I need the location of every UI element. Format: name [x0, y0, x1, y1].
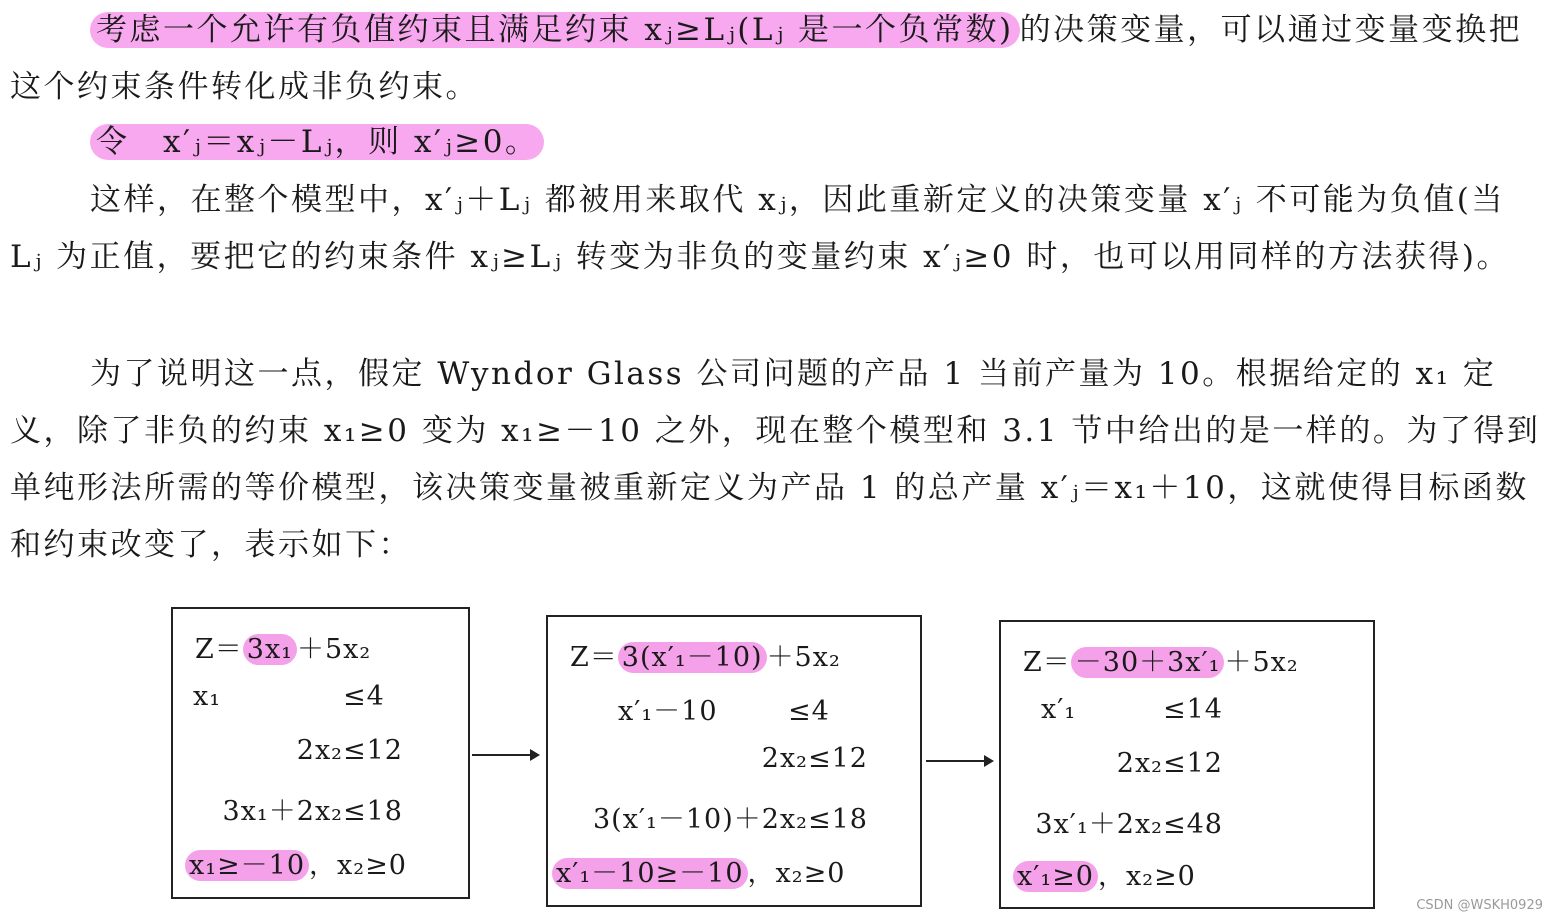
constraint-lhs: x₁	[193, 681, 222, 712]
nonneg-highlight: x′₁≥0	[1013, 861, 1098, 892]
paragraph-text: 的决策变量，可以通过变量变换把这个约束条件转化成非负约束。	[10, 12, 1523, 105]
constraint-rhs: ≤12	[343, 735, 403, 766]
objective-rest: ＋5x₂	[766, 642, 841, 673]
arrow-right-icon	[472, 754, 538, 756]
nonneg-highlight: x′₁－10≥－10	[552, 858, 748, 889]
constraint-lhs: 3x₁＋2x₂	[222, 796, 343, 827]
nonneg-rest: ，x₂≥0	[1097, 861, 1196, 892]
highlighted-text: 令 x′ⱼ＝xⱼ－Lⱼ，则 x′ⱼ≥0。	[90, 124, 544, 160]
paragraph-1	[10, 2, 1545, 116]
constraint-row	[193, 681, 385, 712]
constraint-lhs: x′₁－10	[618, 696, 718, 727]
constraint-rhs: ≤14	[1163, 694, 1223, 725]
paragraph-3	[10, 172, 1545, 286]
paragraph-text: 这样，在整个模型中，x′ⱼ＋Lⱼ 都被用来取代 xⱼ，因此重新定义的决策变量 x′ⱼ 不可能为负值(当 Lⱼ 为正值，要把它的约束条件 xⱼ≥Lⱼ 转变为非负的变量约束 x′ⱼ≥0 时，也可以用同样的方法获得)。	[10, 182, 1510, 275]
constraint-row	[568, 743, 868, 774]
nonnegativity-row	[1013, 854, 1196, 893]
constraint-rhs: ≤4	[788, 696, 830, 727]
constraint-row	[618, 689, 830, 728]
objective-highlight: －30＋3x′₁	[1071, 647, 1225, 678]
constraint-lhs: 2x₂	[761, 743, 808, 774]
objective-row	[570, 635, 841, 674]
objective-highlight: 3(x′₁－10)	[618, 642, 767, 673]
objective-highlight: 3x₁	[243, 634, 297, 665]
arrow-right-icon	[926, 760, 992, 762]
objective-rest: ＋5x₂	[297, 634, 372, 665]
constraint-rhs: ≤48	[1163, 809, 1223, 840]
nonnegativity-row	[552, 851, 845, 890]
objective-label: Z＝	[1023, 647, 1071, 678]
objective-row	[195, 627, 371, 666]
constraint-row	[1021, 802, 1223, 841]
highlighted-text: 考虑一个允许有负值约束且满足约束 xⱼ≥Lⱼ(Lⱼ 是一个负常数)	[90, 12, 1020, 48]
constraint-lhs: 2x₂	[1116, 748, 1163, 779]
model-box-substituted	[546, 615, 922, 907]
constraint-lhs: x′₁	[1041, 694, 1077, 725]
objective-label: Z＝	[570, 642, 618, 673]
paragraph-2	[10, 114, 1545, 171]
constraint-row	[568, 797, 868, 836]
paragraph-text: 为了说明这一点，假定 Wyndor Glass 公司问题的产品 1 当前产量为 10。根据给定的 x₁ 定义，除了非负的约束 x₁≥0 变为 x₁≥－10 之外，现在整个模型和 3.1 节中给出的是一样的。为了得到单纯形法所需的等价模型，该决策变量被重新定义为产品 1 的总产量 x′ⱼ＝x₁＋10，这就使得目标函数和约束改变了，表示如下：	[10, 356, 1541, 563]
model-box-transformed	[999, 620, 1375, 909]
objective-label: Z＝	[195, 634, 243, 665]
nonnegativity-row	[185, 843, 407, 882]
nonneg-rest: ，x₂≥0	[747, 858, 846, 889]
objective-row	[1023, 640, 1299, 679]
constraint-lhs: 3(x′₁－10)＋2x₂	[592, 804, 808, 835]
nonneg-rest: ，x₂≥0	[309, 850, 407, 881]
watermark: CSDN @WSKH0929	[1416, 898, 1543, 913]
nonneg-highlight: x₁≥－10	[185, 850, 309, 881]
constraint-row	[1021, 748, 1223, 779]
paragraph-4	[10, 346, 1545, 574]
objective-rest: ＋5x₂	[1224, 647, 1299, 678]
constraint-row	[1041, 694, 1223, 725]
constraint-rhs: ≤4	[343, 681, 385, 712]
constraint-row	[193, 789, 403, 828]
constraint-rhs: ≤12	[808, 743, 868, 774]
constraint-rhs: ≤18	[808, 804, 868, 835]
constraint-row	[193, 735, 403, 766]
constraint-lhs: 3x′₁＋2x₂	[1035, 809, 1163, 840]
constraint-rhs: ≤18	[343, 796, 403, 827]
model-box-original	[171, 607, 470, 899]
constraint-lhs: 2x₂	[296, 735, 343, 766]
constraint-rhs: ≤12	[1163, 748, 1223, 779]
